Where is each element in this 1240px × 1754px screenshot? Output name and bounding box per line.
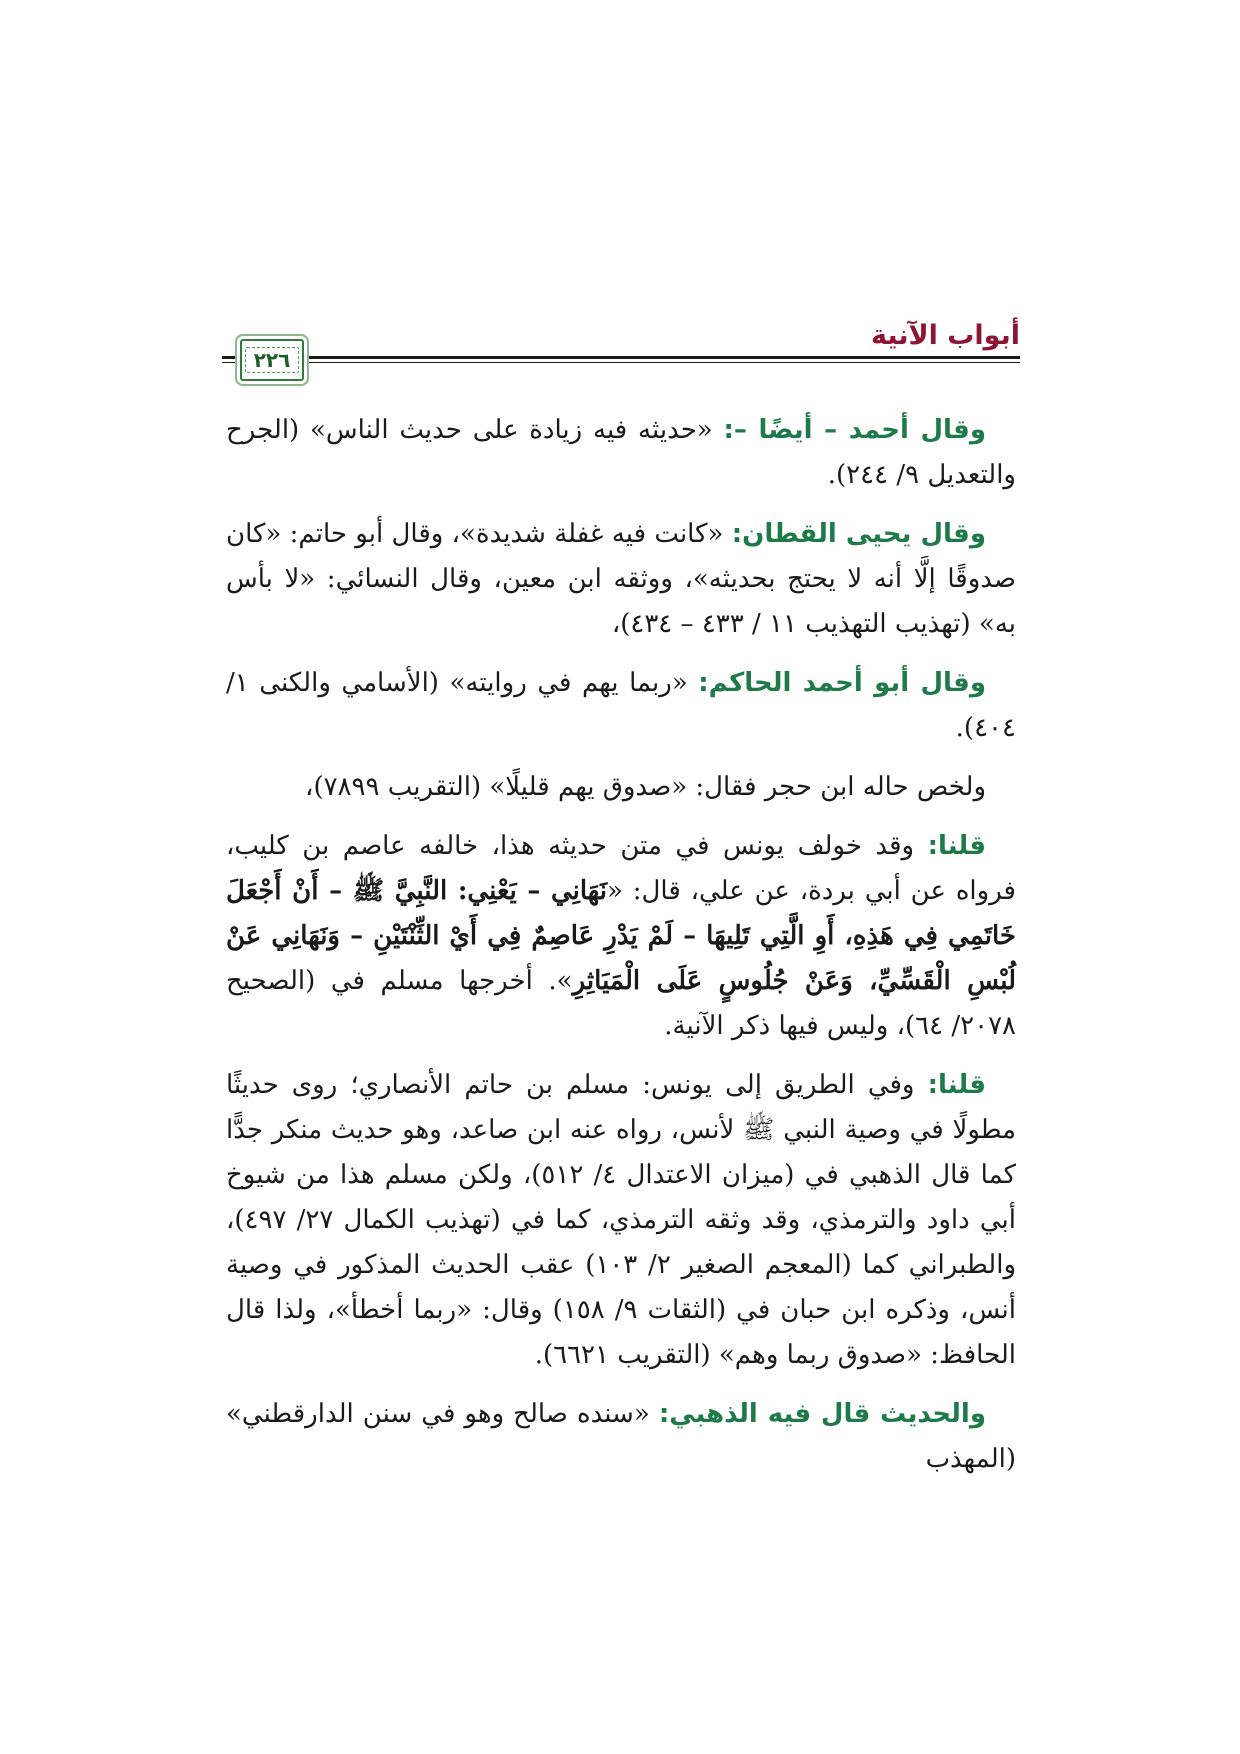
- paragraph-lead: وقال يحيى القطان:: [731, 519, 986, 549]
- paragraph-lead: وقال أبو أحمد الحاكم:: [698, 668, 986, 698]
- paragraph-lead: والحديث قال فيه الذهبي:: [658, 1399, 986, 1429]
- paragraph-qulna-asim: [226, 824, 1016, 1049]
- book-title: أبواب الآنية: [870, 320, 1020, 351]
- paragraph-abu-ahmad-alhakim: [226, 661, 1016, 751]
- paragraph-text: «حديثه فيه زيادة على حديث الناس» (الجرح والتعديل ٩/ ٢٤٤).: [226, 415, 1016, 490]
- paragraph-lead: قلنا:: [927, 831, 986, 861]
- paragraph-text: «كانت فيه غفلة شديدة»، وقال أبو حاتم: «كان صدوقًا إلَّا أنه لا يحتج بحديثه»، ووثقه ابن معين، وقال النسائي: «لا بأس به» (تهذيب التهذيب ١١ / ٤٣٣ – ٤٣٤)،: [226, 519, 1016, 639]
- page-body: [226, 408, 1016, 1496]
- page-header: [222, 312, 1020, 390]
- header-rule-thick: [222, 356, 1020, 359]
- paragraph-ibn-hajar-summary: [226, 765, 1016, 810]
- paragraph-lead: وقال أحمد – أيضًا –:: [723, 415, 986, 445]
- paragraph-ahmad: [226, 408, 1016, 498]
- paragraph-dhahabi: [226, 1392, 1016, 1482]
- paragraph-qulna-muslim-ibn-hatim: [226, 1063, 1016, 1378]
- paragraph-text: ولخص حاله ابن حجر فقال: «صدوق يهم قليلًا» (التقريب ٧٨٩٩)،: [305, 772, 986, 802]
- header-rule-thin: [222, 362, 1020, 363]
- paragraph-text: «ربما يهم في روايته» (الأسامي والكنى ١/ ٤٠٤).: [226, 668, 1016, 743]
- paragraph-text: وقد خولف يونس في متن حديثه هذا، خالفه عاصم بن كليب، فرواه عن أبي بردة، عن علي، قال: «: [226, 831, 1016, 906]
- paragraph-yahya-alqattan: [226, 512, 1016, 647]
- page-number: ٢٢٦: [245, 347, 300, 373]
- paragraph-text: «سنده صالح وهو في سنن الدارقطني» (المهذب: [226, 1399, 1016, 1474]
- hadith-text: نَهَانِي – يَعْنِي: النَّبِيَّ ﷺ – أَنْ أَجْعَلَ خَاتَمِي فِي هَذِهِ، أَوِ الَّتِي تَلِيهَا – لَمْ يَدْرِ عَاصِمٌ فِي أَيْ الثِّنْتَيْنِ – وَنَهَانِي عَنْ لُبْسِ الْقَسِّيِّ، وَعَنْ جُلُوسٍ عَلَى الْمَيَاثِرِ: [226, 876, 1017, 996]
- paragraph-text-after: ». أخرجها مسلم في (الصحيح ٢٠٧٨/ ٦٤)، وليس فيها ذكر الآنية.: [226, 966, 1016, 1041]
- page-number-badge: [240, 339, 304, 381]
- paragraph-lead: قلنا:: [927, 1070, 986, 1100]
- paragraph-text: وفي الطريق إلى يونس: مسلم بن حاتم الأنصاري؛ روى حديثًا مطولًا في وصية النبي ﷺ لأنس، رواه عنه ابن صاعد، وهو حديث منكر جدًّا كما قال الذهبي في (ميزان الاعتدال ٤/ ٥١٢)، ولكن مسلم هذا من شيوخ أبي داود والترمذي، وقد وثقه الترمذي، كما في (تهذيب الكمال ٢٧/ ٤٩٧)، والطبراني كما (المعجم الصغير ٢/ ١٠٣) عقب الحديث المذكور في وصية أنس، وذكره ابن حبان في (الثقات ٩/ ١٥٨) وقال: «ربما أخطأ»، ولذا قال الحافظ: «صدوق ربما وهم» (التقريب ٦٦٢١).: [226, 1070, 1016, 1370]
